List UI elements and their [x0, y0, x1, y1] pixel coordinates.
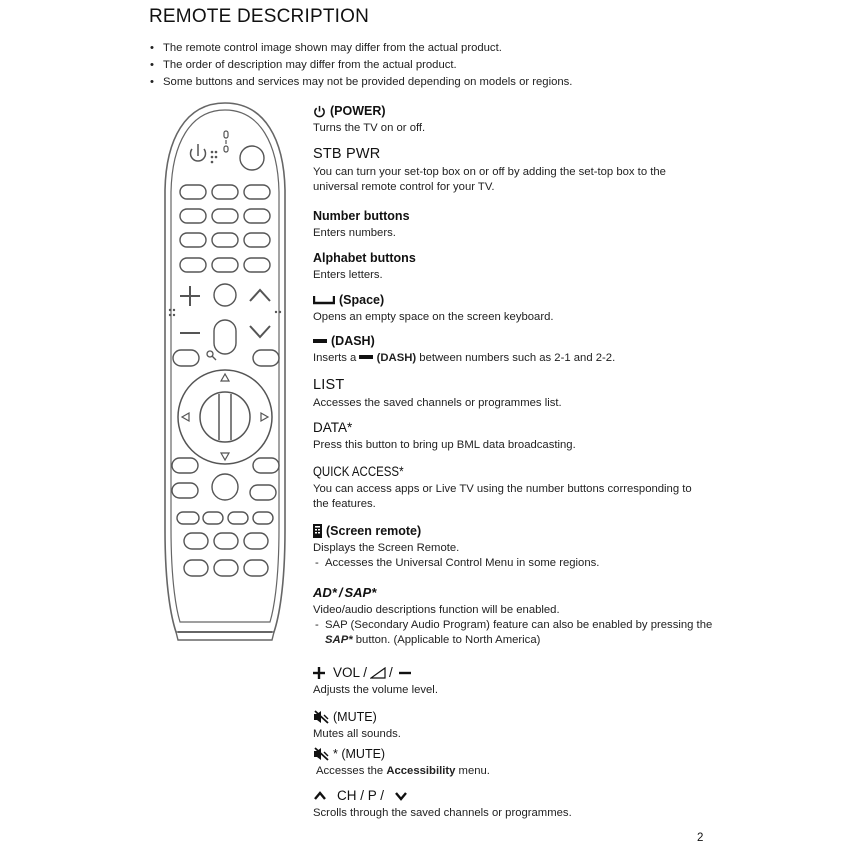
note-item: • The remote control image shown may differ from the actual product.: [150, 40, 572, 57]
mute-icon: [313, 747, 329, 761]
mic-icon: [224, 131, 228, 152]
number-item: [313, 209, 410, 241]
plus-icon: [313, 667, 325, 679]
chevron-down-icon: [394, 790, 408, 802]
screen-remote-sub: - Accesses the Universal Control Menu in some regions.: [313, 556, 599, 571]
dash-item: [313, 334, 615, 366]
number-button-rows: [180, 185, 270, 272]
list-item: [313, 377, 562, 411]
vol-ch-controls: [180, 286, 270, 337]
volume-text: Adjusts the volume level.: [313, 684, 438, 696]
ad-sap-item: [313, 585, 715, 648]
number-label: Number buttons: [313, 209, 410, 223]
dash-icon: [313, 336, 327, 346]
page-number: 2: [697, 832, 704, 844]
vol-label-end: /: [389, 665, 393, 680]
data-item: [313, 420, 576, 453]
space-text: Opens an empty space on the screen keyboard.: [313, 311, 554, 323]
channel-text: Scrolls through the saved channels or programmes.: [313, 807, 572, 819]
power-label: (POWER): [330, 104, 386, 118]
screen-remote-label: (Screen remote): [326, 524, 422, 538]
quick-access-text: You can access apps or Live TV using the number buttons corresponding to the features.: [313, 483, 692, 510]
quick-access-label: QUICK ACCESS*: [313, 464, 404, 479]
volume-icon: [370, 667, 386, 679]
power-item: [313, 104, 425, 136]
alphabet-text: Enters letters.: [313, 269, 383, 281]
stb-item: [313, 146, 683, 195]
mute-accessibility-item: [313, 747, 490, 779]
dash-icon: [359, 353, 373, 361]
space-icon: [313, 295, 335, 305]
list-label: LIST: [313, 377, 345, 393]
ad-label: AD*: [313, 585, 337, 600]
stb-dots: [211, 151, 218, 164]
alphabet-item: [313, 251, 416, 283]
ad-sap-separator: /: [338, 585, 343, 600]
ad-sap-sub: - SAP (Secondary Audio Program) feature can also be enabled by pressing the SAP* button. (Applicable to North America): [313, 618, 715, 648]
channel-item: [313, 788, 572, 821]
notes-list: [150, 40, 572, 91]
list-text: Accesses the saved channels or programmes list.: [313, 397, 562, 409]
mute-text: Mutes all sounds.: [313, 728, 401, 740]
dpad: [178, 370, 272, 464]
space-item: [313, 293, 554, 325]
quick-access-item: [313, 464, 703, 512]
power-text: Turns the TV on or off.: [313, 122, 426, 134]
minus-icon: [399, 667, 411, 679]
screen-remote-text: Displays the Screen Remote.: [313, 542, 460, 554]
note-item: • Some buttons and services may not be provided depending on models or regions.: [150, 74, 572, 91]
alphabet-label: Alphabet buttons: [313, 251, 416, 265]
stb-label: STB PWR: [313, 146, 381, 162]
number-text: Enters numbers.: [313, 227, 396, 239]
data-label: DATA*: [313, 420, 353, 435]
mute-item: [313, 710, 401, 742]
page-title: REMOTE DESCRIPTION: [149, 6, 370, 27]
space-label: (Space): [339, 293, 385, 307]
note-item: • The order of description may differ from the actual product.: [150, 57, 572, 74]
volume-item: [313, 665, 438, 698]
power-icon: [191, 144, 206, 161]
power-icon: [313, 105, 326, 118]
sap-label: SAP*: [344, 585, 377, 600]
vol-label: VOL /: [333, 665, 368, 680]
remote-control-illustration: [160, 100, 290, 645]
dash-text: Inserts a (DASH) between numbers such as 2-1 and 2-2.: [313, 352, 616, 364]
lower-buttons: [172, 458, 279, 576]
search-icon: [207, 351, 216, 360]
ad-sap-text: Video/audio descriptions function will be enabled.: [313, 604, 560, 616]
chevron-up-icon: [313, 790, 327, 802]
mute-label: (MUTE): [333, 710, 377, 724]
screen-remote-item: [313, 524, 599, 571]
screen-remote-icon: [313, 524, 322, 538]
ch-label: CH / P /: [337, 788, 385, 803]
mute-icon: [313, 710, 329, 724]
mute-accessibility-text: Accesses the Accessibility menu.: [316, 765, 490, 777]
stb-text: You can turn your set-top box on or off by adding the set-top box to the universal remote control for your TV.: [313, 166, 666, 193]
dash-label: (DASH): [331, 334, 375, 348]
mute-accessibility-label: * (MUTE): [333, 747, 386, 761]
data-text: Press this button to bring up BML data broadcasting.: [313, 439, 576, 451]
